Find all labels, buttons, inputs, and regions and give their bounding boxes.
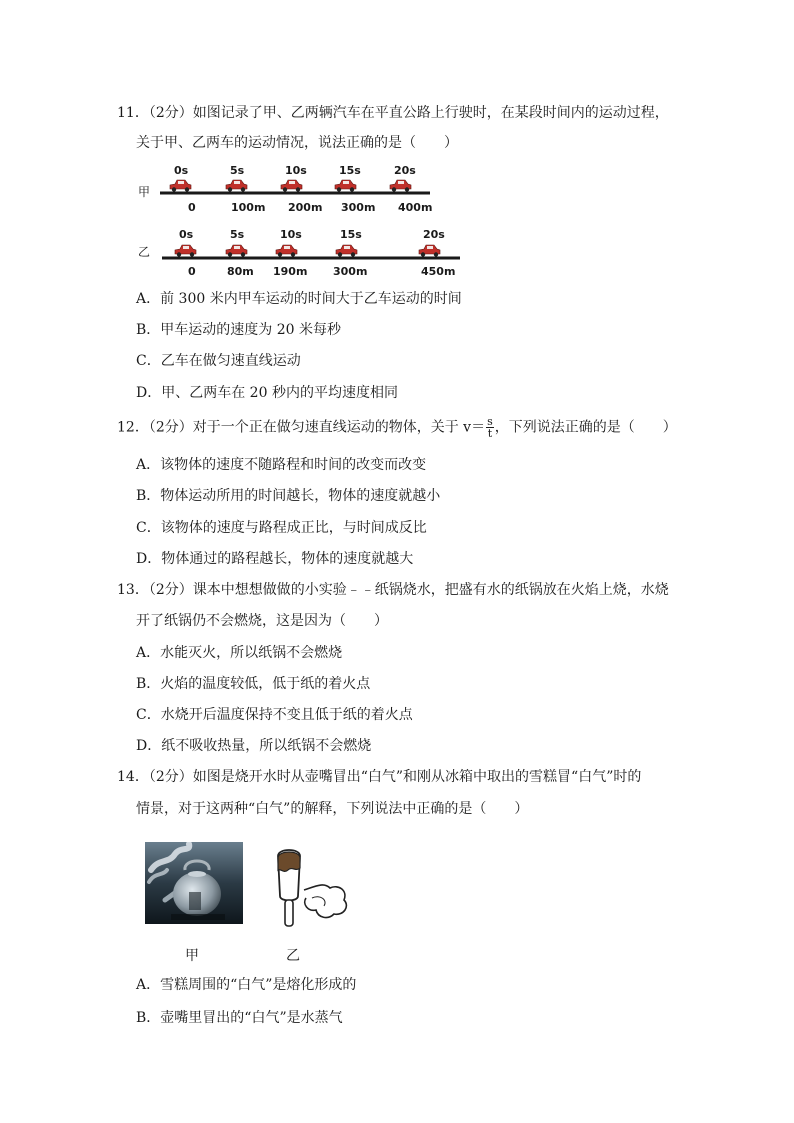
q11-motion-figure <box>132 160 472 280</box>
row-b-distance-label: 0 <box>188 265 196 278</box>
row-b-time-label: 5s <box>230 228 245 241</box>
q12-stem-post: ，下列说法正确的是（ ） <box>494 419 677 436</box>
car-b-icon <box>276 245 297 257</box>
row-b-distance-label: 450m <box>421 265 456 278</box>
row-b-time-label: 20s <box>423 228 445 241</box>
q11-option-d: D．甲、乙两车在 20 秒内的平均速度相同 <box>136 385 398 401</box>
q13-option-a: A．水能灭火，所以纸锅不会燃烧 <box>136 645 343 661</box>
q11-option-c: C．乙车在做匀速直线运动 <box>136 353 301 369</box>
popsicle-drawing <box>264 848 352 932</box>
q13-option-b: B．火焰的温度较低，低于纸的着火点 <box>136 676 371 692</box>
velocity-fraction <box>486 416 494 439</box>
q13-option-c: C．水烧开后温度保持不变且低于纸的着火点 <box>136 707 413 723</box>
q11-option-a: A．前 300 米内甲车运动的时间大于乙车运动的时间 <box>136 291 462 307</box>
q11-option-b: B．甲车运动的速度为 20 米每秒 <box>136 322 342 338</box>
kettle-photo <box>145 842 243 924</box>
car-a-icon <box>226 180 247 192</box>
figure-a-caption: 甲 <box>185 948 199 964</box>
row-a-distance-label: 200m <box>288 201 323 214</box>
q13-option-d: D．纸不吸收热量，所以纸锅不会燃烧 <box>136 738 372 754</box>
car-a-icon <box>335 180 356 192</box>
row-a-time-label: 5s <box>230 164 245 177</box>
row-a-time-label: 20s <box>394 164 416 177</box>
row-b-time-label: 0s <box>179 228 194 241</box>
row-a-time-label: 10s <box>285 164 307 177</box>
car-b-icon <box>419 245 440 257</box>
car-b-icon <box>226 245 247 257</box>
q11-stem-line1: 11．（2分）如图记录了甲、乙两辆汽车在平直公路上行驶时，在某段时间内的运动过程， <box>117 105 669 121</box>
row-a-time-label: 0s <box>174 164 189 177</box>
q13-stem-line1: 13．（2分）课本中想想做做的小实验﹣﹣纸锅烧水，把盛有水的纸锅放在火焰上烧，水烧 <box>117 582 669 598</box>
fraction-denominator: t <box>487 427 493 440</box>
car-b-icon <box>336 245 357 257</box>
car-a-icon <box>281 180 302 192</box>
q14-option-a: A．雪糕周围的“白气”是熔化形成的 <box>136 977 357 993</box>
row-a-distance-label: 0 <box>188 201 196 214</box>
q12-option-a: A．该物体的速度不随路程和时间的改变而改变 <box>136 457 427 473</box>
q12-stem-pre: 12．（2分）对于一个正在做匀速直线运动的物体，关于 v＝ <box>117 419 486 436</box>
q12-stem <box>117 416 677 439</box>
car-a-icon <box>390 180 411 192</box>
row-b-time-label: 15s <box>340 228 362 241</box>
row-a-distance-label: 100m <box>231 201 266 214</box>
row-b-distance-label: 300m <box>333 265 368 278</box>
row-b-time-label: 10s <box>280 228 302 241</box>
car-b-icon <box>175 245 196 257</box>
row-a-distance-label: 300m <box>341 201 376 214</box>
row-b-label: 乙 <box>138 245 151 259</box>
q14-stem-line2: 情景，对于这两种“白气”的解释，下列说法中正确的是（ ） <box>136 801 529 817</box>
row-b-distance-label: 190m <box>273 265 308 278</box>
row-b-distance-label: 80m <box>227 265 254 278</box>
q12-option-d: D．物体通过的路程越长，物体的速度就越大 <box>136 551 414 567</box>
fraction-numerator: s <box>487 415 493 428</box>
row-a-label: 甲 <box>138 185 151 199</box>
row-a-distance-label: 400m <box>398 201 433 214</box>
q11-stem-line2: 关于甲、乙两车的运动情况，说法正确的是（ ） <box>136 135 458 151</box>
q13-stem-line2: 开了纸锅仍不会燃烧，这是因为（ ） <box>136 613 388 629</box>
q14-option-b: B．壶嘴里冒出的“白气”是水蒸气 <box>136 1010 343 1026</box>
car-a-icon <box>170 180 191 192</box>
row-a-time-label: 15s <box>339 164 361 177</box>
q12-option-c: C．该物体的速度与路程成正比，与时间成反比 <box>136 520 427 536</box>
q14-stem-line1: 14．（2分）如图是烧开水时从壶嘴冒出“白气”和刚从冰箱中取出的雪糕冒“白气”时的 <box>117 769 642 785</box>
q12-option-b: B．物体运动所用的时间越长，物体的速度就越小 <box>136 488 441 504</box>
figure-b-caption: 乙 <box>286 948 300 964</box>
